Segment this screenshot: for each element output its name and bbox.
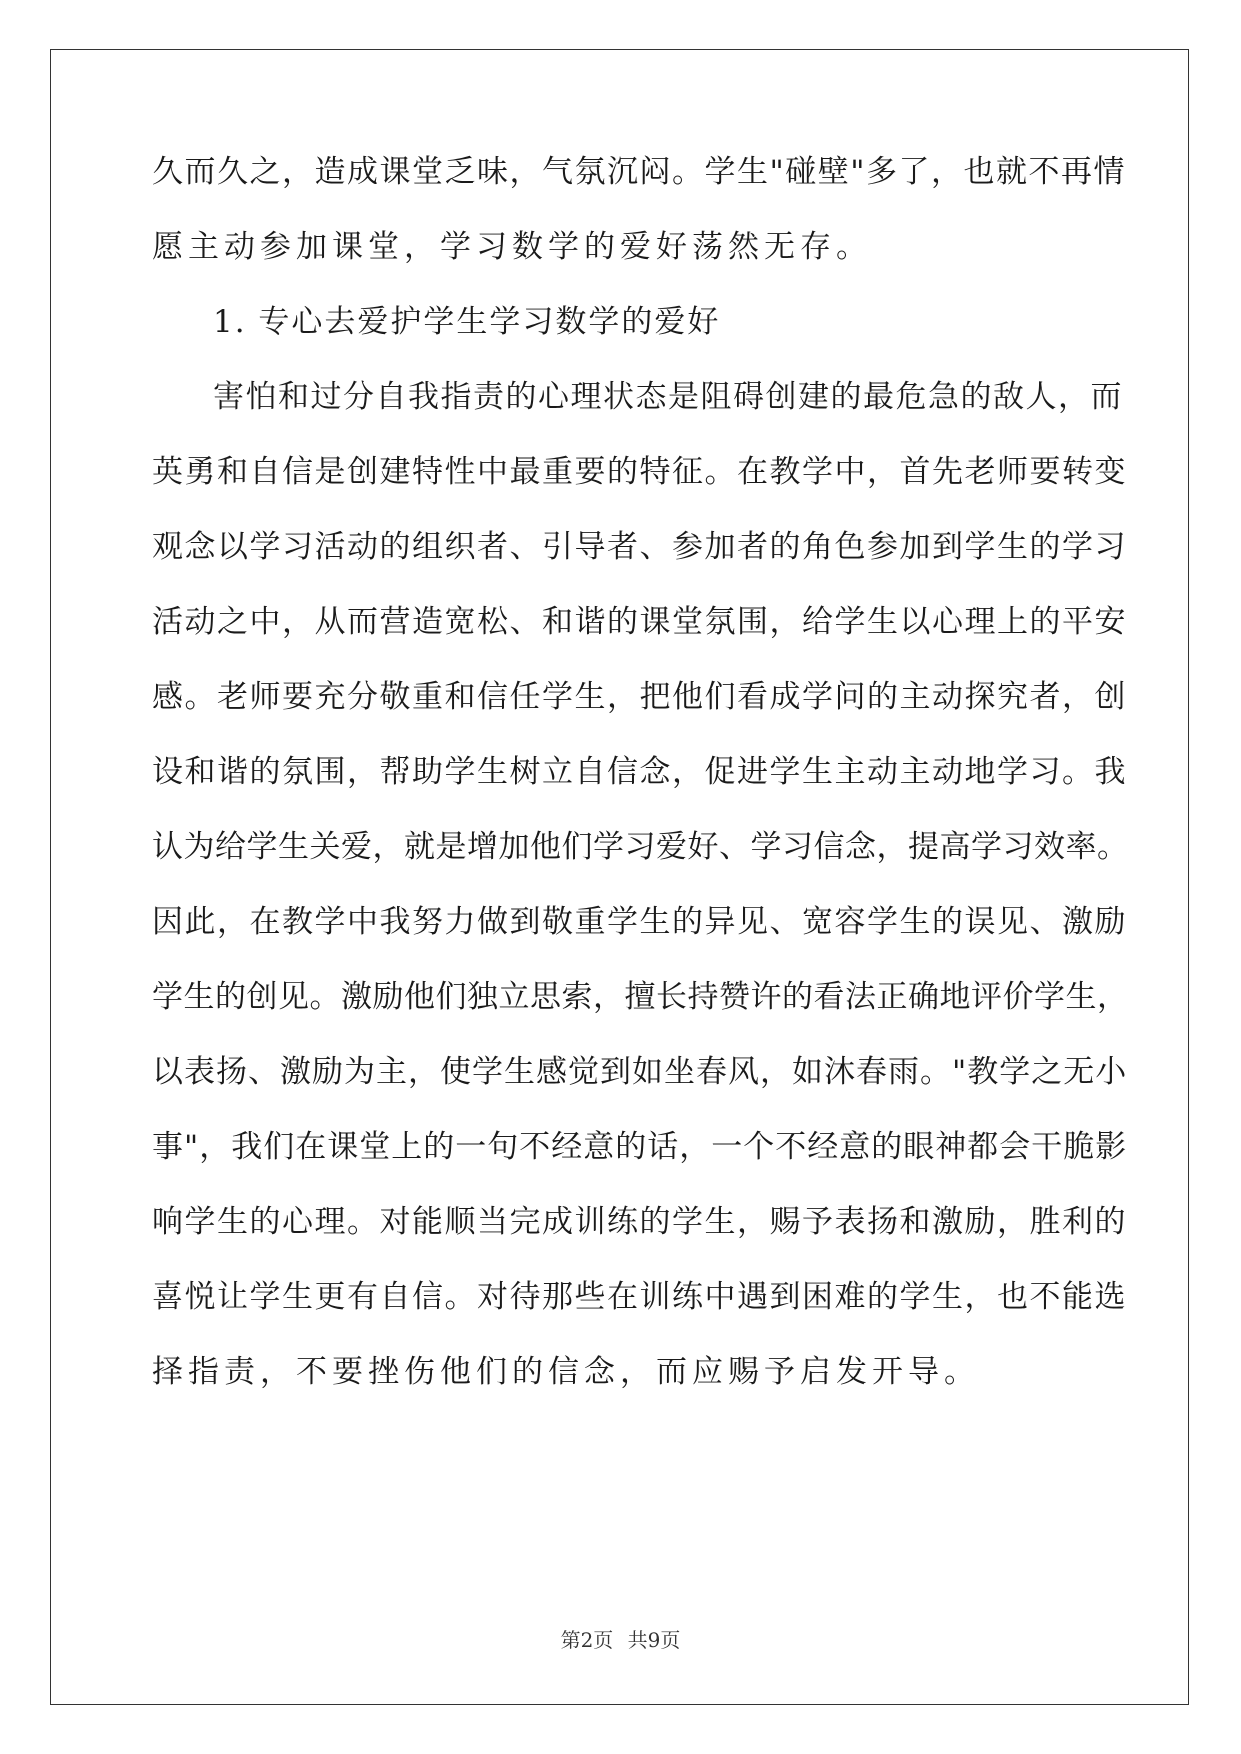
body-line-5: 英勇和自信是创建特性中最重要的特征。在教学中，首先老师要转变 xyxy=(152,454,1127,490)
body-line-13: 以表扬、激励为主，使学生感觉到如坐春风，如沐春雨。"教学之无小 xyxy=(152,1054,1128,1090)
body-line-10: 认为给学生关爱，就是增加他们学习爱好、学习信念，提高学习效率。 xyxy=(152,829,1129,865)
section-heading: 1. 专心去爱护学生学习数学的爱好 xyxy=(213,304,721,340)
page-number-current: 第2页 xyxy=(560,1628,614,1652)
body-line-6: 观念以学习活动的组织者、引导者、参加者的角色参加到学生的学习 xyxy=(152,529,1127,565)
body-line-8: 感。老师要充分敬重和信任学生，把他们看成学问的主动探究者，创 xyxy=(152,679,1127,715)
body-line-17: 择指责，不要挫伤他们的信念，而应赐予启发开导。 xyxy=(152,1354,980,1390)
body-line-15: 响学生的心理。对能顺当完成训练的学生，赐予表扬和激励，胜利的 xyxy=(152,1204,1127,1240)
body-line-12: 学生的创见。激励他们独立思索，擅长持赞许的看法正确地评价学生， xyxy=(152,979,1129,1015)
body-line-11: 因此，在教学中我努力做到敬重学生的异见、宽容学生的误见、激励 xyxy=(152,904,1127,940)
body-line-9: 设和谐的氛围，帮助学生树立自信念，促进学生主动主动地学习。我 xyxy=(152,754,1127,790)
body-line-2: 愿主动参加课堂，学习数学的爱好荡然无存。 xyxy=(152,229,872,265)
body-line-14: 事"，我们在课堂上的一句不经意的话，一个不经意的眼神都会干脆影 xyxy=(152,1129,1128,1165)
page-number-total: 共9页 xyxy=(627,1628,681,1652)
page-footer xyxy=(0,1628,1241,1652)
body-line-16: 喜悦让学生更有自信。对待那些在训练中遇到困难的学生，也不能选 xyxy=(152,1279,1127,1315)
body-line-4: 害怕和过分自我指责的心理状态是阻碍创建的最危急的敌人，而 xyxy=(213,379,1123,415)
body-line-1: 久而久之，造成课堂乏味，气氛沉闷。学生"碰壁"多了，也就不再情 xyxy=(152,154,1127,190)
page-border xyxy=(50,49,1189,1705)
body-line-7: 活动之中，从而营造宽松、和谐的课堂氛围，给学生以心理上的平安 xyxy=(152,604,1127,640)
